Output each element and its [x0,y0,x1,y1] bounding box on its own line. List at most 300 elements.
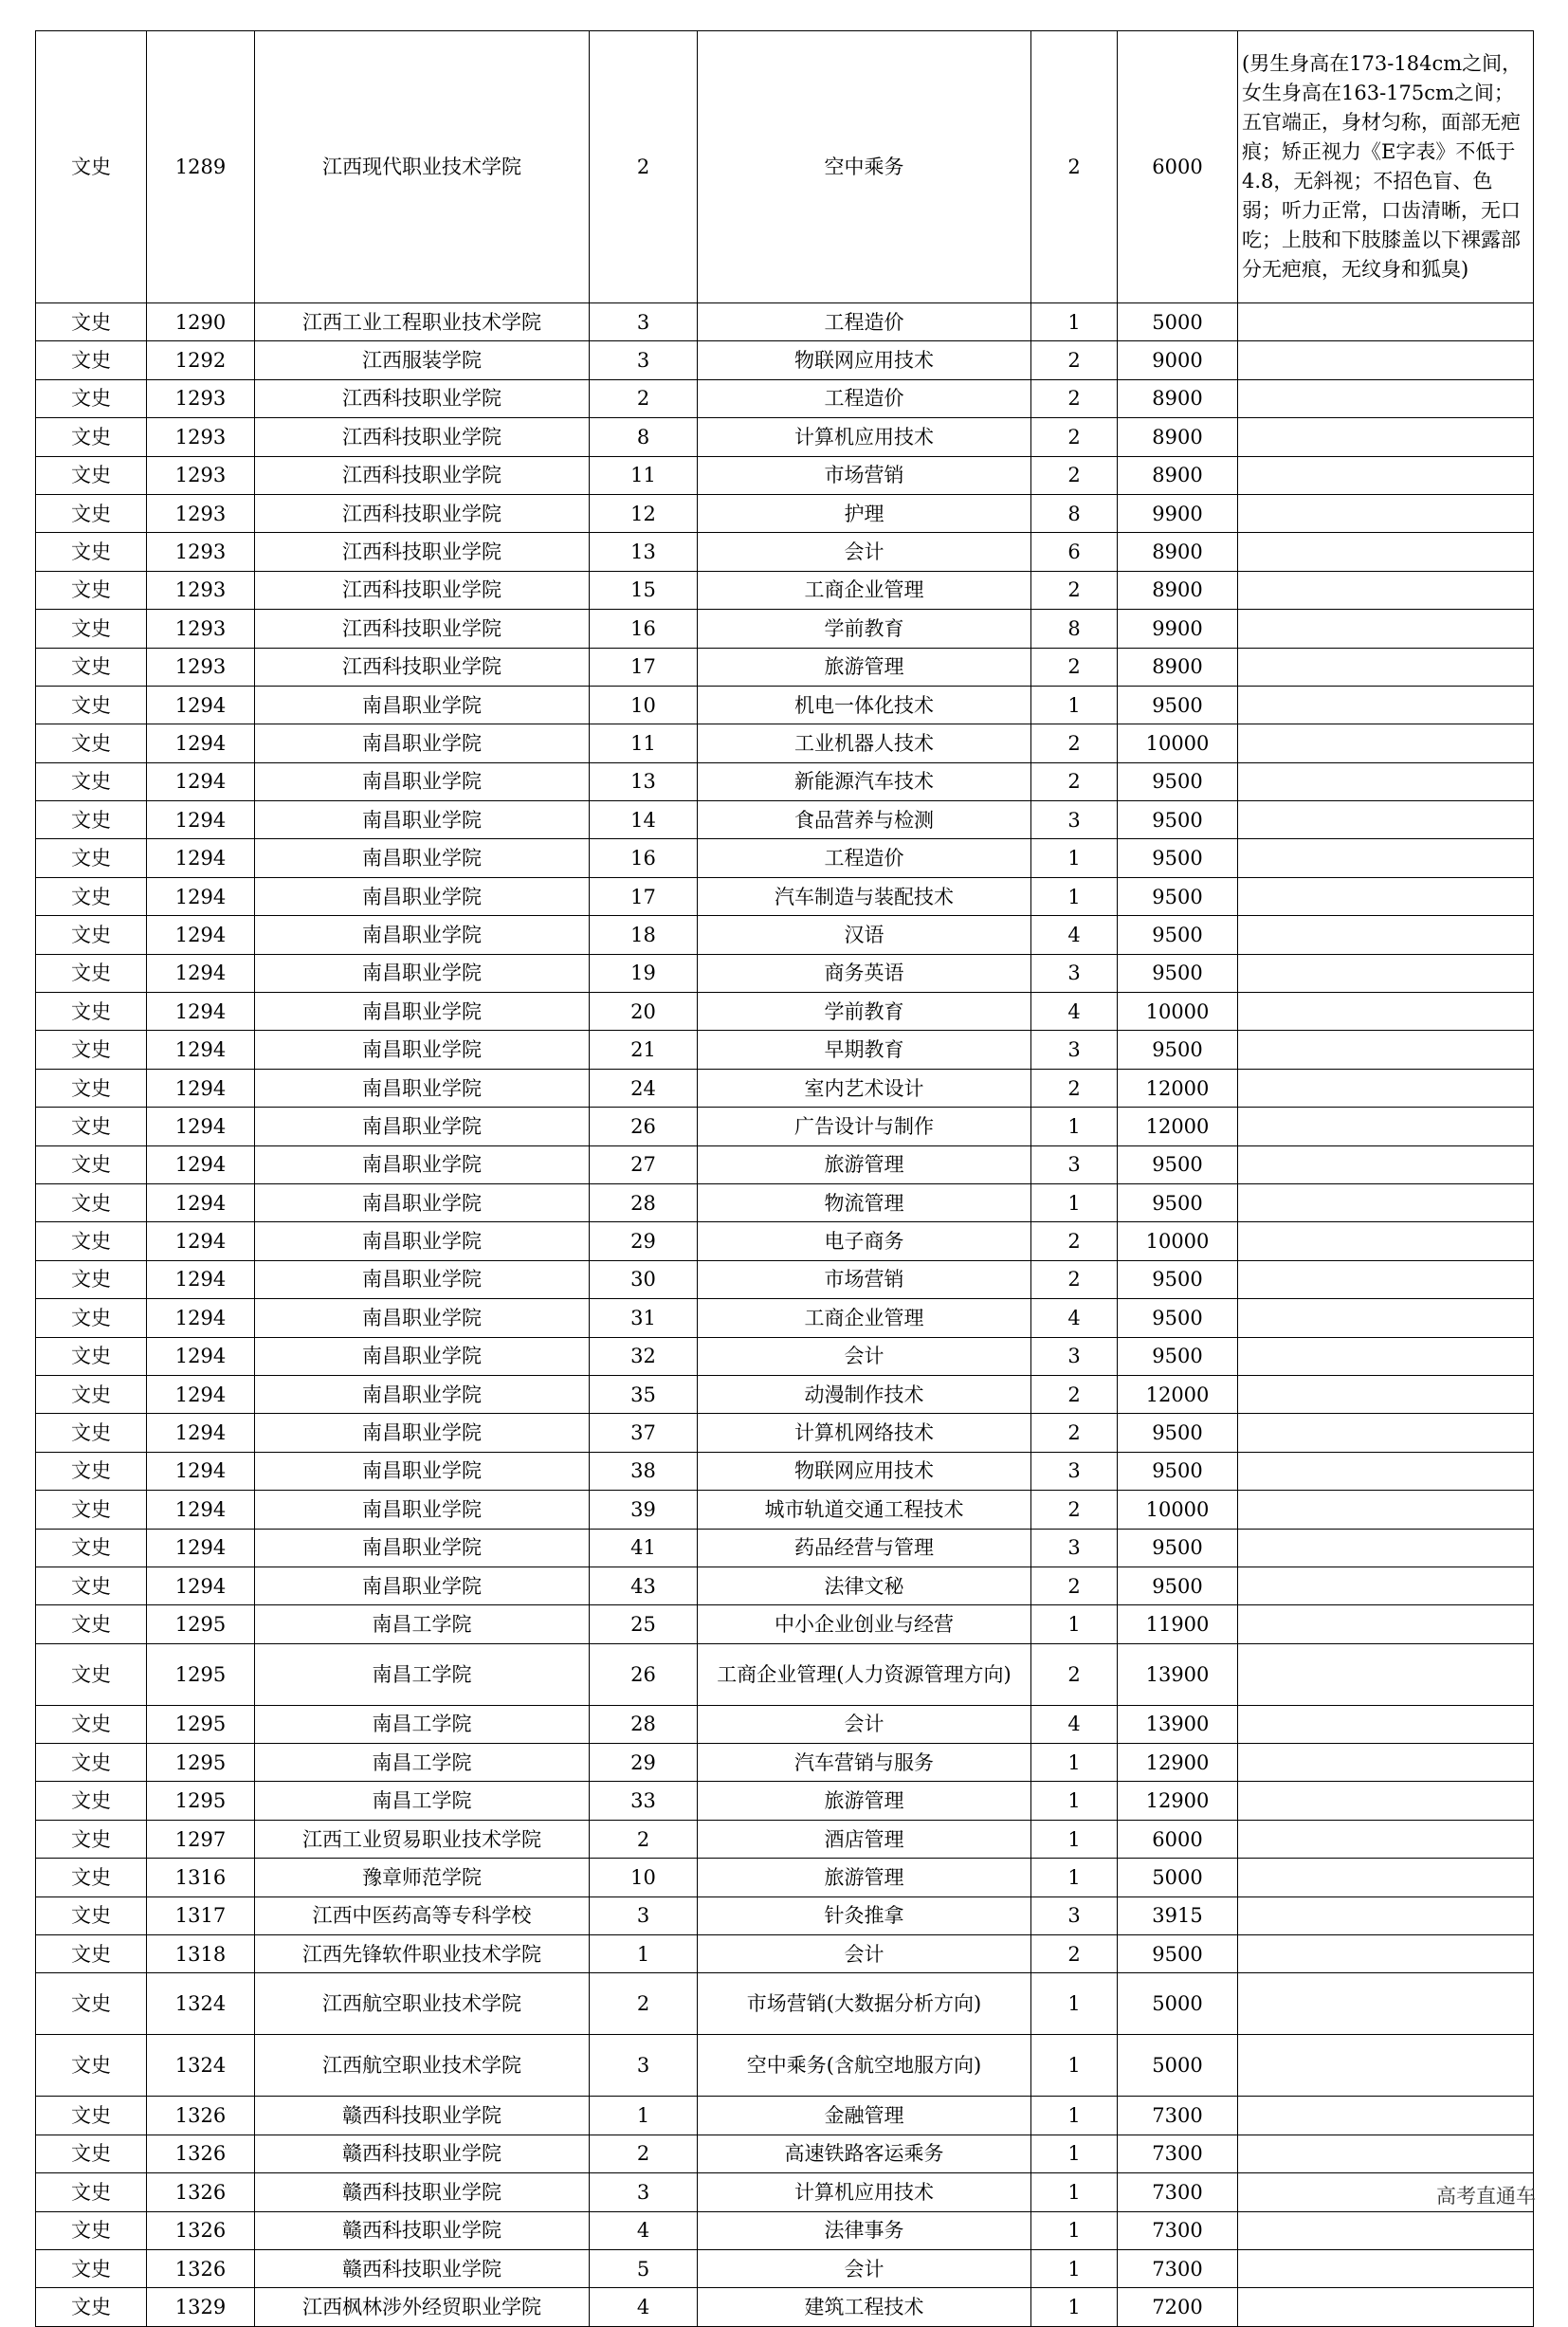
school-name-cell: 江西科技职业学院 [255,456,590,494]
watermark-text: 高考直通车 [1436,2185,1536,2208]
school-code-cell: 1294 [147,686,255,724]
category-cell: 文史 [36,2173,147,2211]
table-row [36,993,1534,1031]
category-cell: 文史 [36,31,147,303]
tuition-fee-cell: 9500 [1118,954,1238,992]
school-name-cell: 江西科技职业学院 [255,571,590,609]
remarks-cell [1238,1031,1534,1069]
major-name-cell: 室内艺术设计 [698,1069,1031,1107]
major-name-cell: 电子商务 [698,1222,1031,1260]
remarks-cell [1238,724,1534,762]
school-name-cell: 赣西科技职业学院 [255,2211,590,2249]
plan-count-cell: 2 [1031,648,1118,686]
school-code-cell: 1294 [147,1452,255,1490]
remarks-cell [1238,916,1534,954]
school-name-cell: 南昌职业学院 [255,1145,590,1183]
school-name-cell: 南昌职业学院 [255,954,590,992]
major-name-cell: 旅游管理 [698,1145,1031,1183]
plan-count-cell: 1 [1031,2211,1118,2249]
category-cell: 文史 [36,686,147,724]
school-code-cell: 1293 [147,494,255,532]
tuition-fee-cell: 7300 [1118,2211,1238,2249]
table-row [36,610,1534,648]
school-code-cell: 1294 [147,762,255,800]
plan-count-cell: 8 [1031,610,1118,648]
major-code-cell: 10 [590,686,698,724]
tuition-fee-cell: 9500 [1118,1145,1238,1183]
major-code-cell: 2 [590,2135,698,2172]
category-cell: 文史 [36,1337,147,1375]
category-cell: 文史 [36,1744,147,1782]
table-row [36,341,1534,379]
major-name-cell: 空中乘务(含航空地服方向) [698,2035,1031,2097]
school-code-cell: 1316 [147,1859,255,1896]
major-name-cell: 工商企业管理 [698,1299,1031,1337]
school-name-cell: 南昌职业学院 [255,993,590,1031]
major-code-cell: 15 [590,571,698,609]
major-code-cell: 33 [590,1782,698,1820]
school-code-cell: 1293 [147,648,255,686]
table-row [36,1705,1534,1743]
remarks-cell [1238,571,1534,609]
school-code-cell: 1317 [147,1896,255,1934]
major-code-cell: 29 [590,1222,698,1260]
major-name-cell: 会计 [698,1337,1031,1375]
plan-count-cell: 4 [1031,993,1118,1031]
school-code-cell: 1293 [147,533,255,571]
plan-count-cell: 6 [1031,533,1118,571]
table-row [36,2249,1534,2287]
remarks-cell [1238,1108,1534,1145]
plan-count-cell: 1 [1031,1108,1118,1145]
category-cell: 文史 [36,1452,147,1490]
school-name-cell: 南昌工学院 [255,1744,590,1782]
table-row [36,1222,1534,1260]
major-code-cell: 11 [590,456,698,494]
table-row [36,954,1534,992]
major-code-cell: 2 [590,31,698,303]
major-code-cell: 35 [590,1375,698,1413]
remarks-cell [1238,1820,1534,1858]
major-name-cell: 机电一体化技术 [698,686,1031,724]
category-cell: 文史 [36,993,147,1031]
tuition-fee-cell: 9500 [1118,1299,1238,1337]
remarks-cell [1238,1260,1534,1298]
table-row [36,1859,1534,1896]
school-name-cell: 南昌职业学院 [255,1491,590,1529]
school-code-cell: 1293 [147,456,255,494]
remarks-cell [1238,2097,1534,2135]
school-code-cell: 1318 [147,1935,255,1973]
table-row [36,1145,1534,1183]
category-cell: 文史 [36,341,147,379]
category-cell: 文史 [36,2249,147,2287]
school-name-cell: 南昌职业学院 [255,877,590,915]
school-code-cell: 1290 [147,303,255,341]
table-row [36,1820,1534,1858]
tuition-fee-cell: 7300 [1118,2249,1238,2287]
plan-count-cell: 1 [1031,1183,1118,1221]
tuition-fee-cell: 12900 [1118,1782,1238,1820]
table-row [36,1108,1534,1145]
major-name-cell: 中小企业创业与经营 [698,1605,1031,1643]
major-code-cell: 26 [590,1108,698,1145]
remarks-cell [1238,1605,1534,1643]
table-row [36,1375,1534,1413]
category-cell: 文史 [36,2097,147,2135]
school-name-cell: 江西先锋软件职业技术学院 [255,1935,590,1973]
school-name-cell: 南昌职业学院 [255,1222,590,1260]
school-name-cell: 江西航空职业技术学院 [255,2035,590,2097]
school-code-cell: 1293 [147,418,255,456]
school-name-cell: 南昌职业学院 [255,686,590,724]
major-code-cell: 3 [590,2035,698,2097]
major-name-cell: 旅游管理 [698,1782,1031,1820]
school-code-cell: 1324 [147,2035,255,2097]
plan-count-cell: 3 [1031,1452,1118,1490]
table-row [36,456,1534,494]
plan-count-cell: 3 [1031,1337,1118,1375]
plan-count-cell: 2 [1031,1935,1118,1973]
school-name-cell: 南昌职业学院 [255,916,590,954]
category-cell: 文史 [36,916,147,954]
remarks-cell [1238,1299,1534,1337]
school-code-cell: 1293 [147,379,255,417]
major-code-cell: 13 [590,762,698,800]
school-code-cell: 1295 [147,1605,255,1643]
remarks-cell: (男生身高在173-184cm之间，女生身高在163-175cm之间；五官端正，身材匀称，面部无疤痕；矫正视力《E字表》不低于4.8，无斜视；不招色盲、色弱；听力正常，口齿清晰，无口吃；上肢和下肢膝盖以下裸露部分无疤痕，无纹身和狐臭) [1238,31,1534,303]
plan-count-cell: 3 [1031,1145,1118,1183]
plan-count-cell: 3 [1031,954,1118,992]
category-cell: 文史 [36,1183,147,1221]
major-code-cell: 27 [590,1145,698,1183]
remarks-cell [1238,1705,1534,1743]
plan-count-cell: 2 [1031,1491,1118,1529]
tuition-fee-cell: 9500 [1118,1414,1238,1452]
major-name-cell: 法律文秘 [698,1567,1031,1604]
tuition-fee-cell: 9000 [1118,341,1238,379]
enrollment-table [35,30,1534,2327]
major-code-cell: 12 [590,494,698,532]
tuition-fee-cell: 9900 [1118,494,1238,532]
school-name-cell: 南昌职业学院 [255,1183,590,1221]
table-row [36,1069,1534,1107]
tuition-fee-cell: 13900 [1118,1705,1238,1743]
table-row [36,494,1534,532]
plan-count-cell: 2 [1031,1567,1118,1604]
plan-count-cell: 4 [1031,1299,1118,1337]
school-name-cell: 江西现代职业技术学院 [255,31,590,303]
major-code-cell: 39 [590,1491,698,1529]
remarks-cell [1238,1567,1534,1604]
plan-count-cell: 2 [1031,1375,1118,1413]
school-code-cell: 1294 [147,1337,255,1375]
remarks-cell [1238,1859,1534,1896]
table-row [36,1744,1534,1782]
school-code-cell: 1329 [147,2288,255,2326]
category-cell: 文史 [36,1705,147,1743]
major-name-cell: 旅游管理 [698,648,1031,686]
table-row [36,2097,1534,2135]
major-name-cell: 计算机网络技术 [698,1414,1031,1452]
school-name-cell: 南昌工学院 [255,1705,590,1743]
plan-count-cell: 2 [1031,341,1118,379]
school-name-cell: 江西科技职业学院 [255,379,590,417]
category-cell: 文史 [36,724,147,762]
school-code-cell: 1294 [147,1414,255,1452]
category-cell: 文史 [36,1145,147,1183]
school-name-cell: 赣西科技职业学院 [255,2097,590,2135]
category-cell: 文史 [36,1108,147,1145]
school-code-cell: 1294 [147,839,255,877]
major-code-cell: 26 [590,1643,698,1705]
major-code-cell: 2 [590,379,698,417]
category-cell: 文史 [36,1605,147,1643]
plan-count-cell: 2 [1031,1069,1118,1107]
category-cell: 文史 [36,1643,147,1705]
tuition-fee-cell: 7300 [1118,2135,1238,2172]
category-cell: 文史 [36,418,147,456]
table-row [36,801,1534,839]
category-cell: 文史 [36,2135,147,2172]
school-name-cell: 南昌职业学院 [255,1299,590,1337]
major-code-cell: 30 [590,1260,698,1298]
table-row [36,1031,1534,1069]
major-name-cell: 汽车营销与服务 [698,1744,1031,1782]
school-code-cell: 1294 [147,1031,255,1069]
plan-count-cell: 3 [1031,801,1118,839]
school-name-cell: 江西科技职业学院 [255,494,590,532]
remarks-cell [1238,2035,1534,2097]
tuition-fee-cell: 9900 [1118,610,1238,648]
table-row [36,877,1534,915]
tuition-fee-cell: 8900 [1118,648,1238,686]
plan-count-cell: 1 [1031,1973,1118,2035]
category-cell: 文史 [36,877,147,915]
major-code-cell: 17 [590,648,698,686]
tuition-fee-cell: 8900 [1118,379,1238,417]
table-row [36,1299,1534,1337]
major-code-cell: 14 [590,801,698,839]
table-row [36,2211,1534,2249]
tuition-fee-cell: 9500 [1118,801,1238,839]
table-row [36,1896,1534,1934]
major-name-cell: 工程造价 [698,839,1031,877]
major-name-cell: 物流管理 [698,1183,1031,1221]
table-row [36,686,1534,724]
plan-count-cell: 1 [1031,2135,1118,2172]
school-code-cell: 1294 [147,1183,255,1221]
major-code-cell: 24 [590,1069,698,1107]
table-row [36,1183,1534,1221]
category-cell: 文史 [36,2288,147,2326]
remarks-cell [1238,1222,1534,1260]
major-code-cell: 16 [590,610,698,648]
major-name-cell: 药品经营与管理 [698,1529,1031,1567]
school-name-cell: 江西科技职业学院 [255,533,590,571]
remarks-cell [1238,1337,1534,1375]
table-row [36,1567,1534,1604]
table-row [36,533,1534,571]
major-name-cell: 商务英语 [698,954,1031,992]
tuition-fee-cell: 10000 [1118,1491,1238,1529]
major-name-cell: 会计 [698,1705,1031,1743]
school-code-cell: 1294 [147,1069,255,1107]
major-name-cell: 旅游管理 [698,1859,1031,1896]
remarks-cell [1238,1782,1534,1820]
tuition-fee-cell: 6000 [1118,31,1238,303]
school-code-cell: 1295 [147,1705,255,1743]
school-name-cell: 南昌职业学院 [255,1414,590,1452]
plan-count-cell: 1 [1031,2097,1118,2135]
school-code-cell: 1294 [147,1260,255,1298]
major-name-cell: 空中乘务 [698,31,1031,303]
remarks-cell [1238,954,1534,992]
major-code-cell: 37 [590,1414,698,1452]
school-name-cell: 赣西科技职业学院 [255,2249,590,2287]
major-code-cell: 4 [590,2211,698,2249]
plan-count-cell: 1 [1031,839,1118,877]
plan-count-cell: 3 [1031,1031,1118,1069]
remarks-cell [1238,1375,1534,1413]
major-name-cell: 针灸推拿 [698,1896,1031,1934]
plan-count-cell: 8 [1031,494,1118,532]
major-name-cell: 工商企业管理 [698,571,1031,609]
major-name-cell: 汉语 [698,916,1031,954]
tuition-fee-cell: 9500 [1118,916,1238,954]
remarks-cell [1238,801,1534,839]
school-code-cell: 1326 [147,2249,255,2287]
remarks-cell [1238,1896,1534,1934]
remarks-cell [1238,2135,1534,2172]
plan-count-cell: 1 [1031,303,1118,341]
major-name-cell: 物联网应用技术 [698,1452,1031,1490]
school-code-cell: 1292 [147,341,255,379]
category-cell: 文史 [36,1491,147,1529]
major-name-cell: 计算机应用技术 [698,418,1031,456]
remarks-cell [1238,533,1534,571]
tuition-fee-cell: 9500 [1118,1337,1238,1375]
tuition-fee-cell: 9500 [1118,1452,1238,1490]
school-name-cell: 南昌职业学院 [255,762,590,800]
school-name-cell: 南昌职业学院 [255,1567,590,1604]
major-name-cell: 高速铁路客运乘务 [698,2135,1031,2172]
school-code-cell: 1294 [147,801,255,839]
major-code-cell: 32 [590,1337,698,1375]
tuition-fee-cell: 9500 [1118,1567,1238,1604]
table-row [36,2035,1534,2097]
major-name-cell: 法律事务 [698,2211,1031,2249]
table-row [36,1782,1534,1820]
school-code-cell: 1295 [147,1744,255,1782]
category-cell: 文史 [36,648,147,686]
category-cell: 文史 [36,571,147,609]
table-row [36,418,1534,456]
major-code-cell: 4 [590,2288,698,2326]
tuition-fee-cell: 9500 [1118,762,1238,800]
category-cell: 文史 [36,839,147,877]
remarks-cell [1238,379,1534,417]
school-name-cell: 江西航空职业技术学院 [255,1973,590,2035]
major-code-cell: 16 [590,839,698,877]
plan-count-cell: 1 [1031,1820,1118,1858]
major-code-cell: 3 [590,341,698,379]
tuition-fee-cell: 9500 [1118,686,1238,724]
category-cell: 文史 [36,303,147,341]
major-name-cell: 学前教育 [698,993,1031,1031]
tuition-fee-cell: 8900 [1118,456,1238,494]
major-name-cell: 建筑工程技术 [698,2288,1031,2326]
table-row [36,2135,1534,2172]
tuition-fee-cell: 10000 [1118,993,1238,1031]
table-row [36,762,1534,800]
category-cell: 文史 [36,1782,147,1820]
tuition-fee-cell: 10000 [1118,1222,1238,1260]
school-name-cell: 南昌职业学院 [255,1260,590,1298]
major-code-cell: 11 [590,724,698,762]
table-row [36,839,1534,877]
school-code-cell: 1326 [147,2211,255,2249]
table-row [36,916,1534,954]
tuition-fee-cell: 12000 [1118,1375,1238,1413]
table-row [36,1260,1534,1298]
remarks-cell [1238,1529,1534,1567]
table-row [36,724,1534,762]
table-row [36,2173,1534,2211]
category-cell: 文史 [36,2035,147,2097]
table-row [36,1973,1534,2035]
tuition-fee-cell: 10000 [1118,724,1238,762]
tuition-fee-cell: 5000 [1118,2035,1238,2097]
major-name-cell: 会计 [698,533,1031,571]
major-code-cell: 3 [590,2173,698,2211]
school-code-cell: 1293 [147,610,255,648]
category-cell: 文史 [36,1859,147,1896]
major-name-cell: 城市轨道交通工程技术 [698,1491,1031,1529]
category-cell: 文史 [36,1973,147,2035]
school-name-cell: 南昌工学院 [255,1643,590,1705]
school-code-cell: 1294 [147,1567,255,1604]
plan-count-cell: 2 [1031,762,1118,800]
major-name-cell: 工业机器人技术 [698,724,1031,762]
tuition-fee-cell: 5000 [1118,303,1238,341]
tuition-fee-cell: 8900 [1118,571,1238,609]
remarks-cell [1238,1643,1534,1705]
school-name-cell: 赣西科技职业学院 [255,2135,590,2172]
table-row [36,1491,1534,1529]
table-row [36,1414,1534,1452]
major-code-cell: 38 [590,1452,698,1490]
plan-count-cell: 1 [1031,2288,1118,2326]
school-code-cell: 1294 [147,1491,255,1529]
major-name-cell: 计算机应用技术 [698,2173,1031,2211]
school-name-cell: 江西服装学院 [255,341,590,379]
plan-count-cell: 1 [1031,1605,1118,1643]
category-cell: 文史 [36,1414,147,1452]
table-row [36,1529,1534,1567]
remarks-cell [1238,610,1534,648]
major-code-cell: 41 [590,1529,698,1567]
plan-count-cell: 4 [1031,916,1118,954]
table-row [36,648,1534,686]
category-cell: 文史 [36,1222,147,1260]
remarks-cell [1238,418,1534,456]
major-name-cell: 汽车制造与装配技术 [698,877,1031,915]
tuition-fee-cell: 8900 [1118,533,1238,571]
school-code-cell: 1326 [147,2097,255,2135]
school-name-cell: 南昌职业学院 [255,801,590,839]
table-row [36,303,1534,341]
